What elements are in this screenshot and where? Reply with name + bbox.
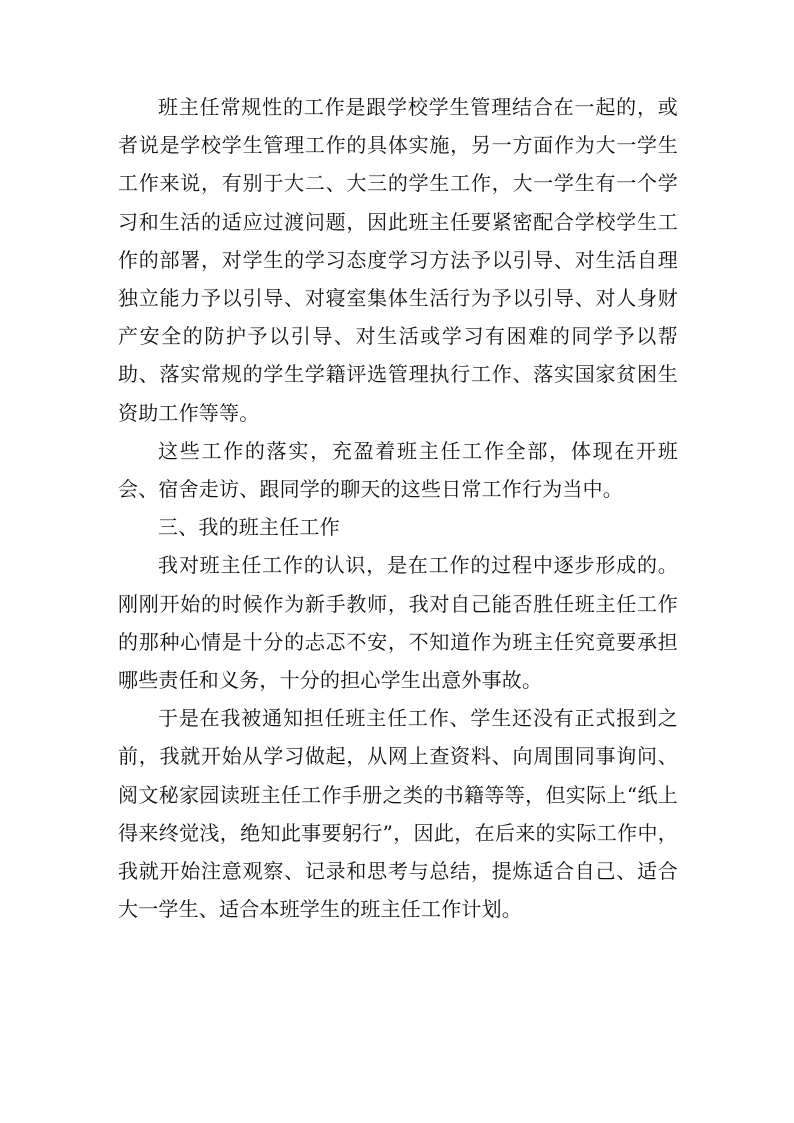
paragraph-understanding: 我对班主任工作的认识，是在工作的过程中逐步形成的。刚刚开始的时候作为新手教师，我对自己能否胜任班主任工作的那种心情是十分的忐忑不安，不知道作为班主任究竟要承担哪些责任和义务，十分的担心学生出意外事故。 <box>118 553 678 693</box>
paragraph-learning-process: 于是在我被通知担任班主任工作、学生还没有正式报到之前，我就开始从学习做起，从网上查资料、向周围同事询问、阅文秘家园读班主任工作手册之类的书籍等等，但实际上“纸上得来终觉浅，绝知此事要躬行”，因此，在后来的实际工作中，我就开始注意观察、记录和思考与总结，提炼适合自己、适合大一学生、适合本班学生的班主任工作计划。 <box>118 706 678 922</box>
paragraph-class-teacher-routine: 班主任常规性的工作是跟学校学生管理结合在一起的，或者说是学校学生管理工作的具体实施，另一方面作为大一学生工作来说，有别于大二、大三的学生工作，大一学生有一个学习和生活的适应过渡问题，因此班主任要紧密配合学校学生工作的部署，对学生的学习态度学习方法予以引导、对生活自理独立能力予以引导、对寝室集体生活行为予以引导、对人身财产安全的防护予以引导、对生活或学习有困难的同学予以帮助、落实常规的学生学籍评选管理执行工作、落实国家贫困生资助工作等等。 <box>118 95 678 425</box>
paragraph-work-implementation: 这些工作的落实，充盈着班主任工作全部，体现在开班会、宿舍走访、跟同学的聊天的这些日常工作行为当中。 <box>118 438 678 502</box>
document-body <box>118 88 678 928</box>
section-heading-my-work: 三、我的班主任工作 <box>158 515 340 540</box>
